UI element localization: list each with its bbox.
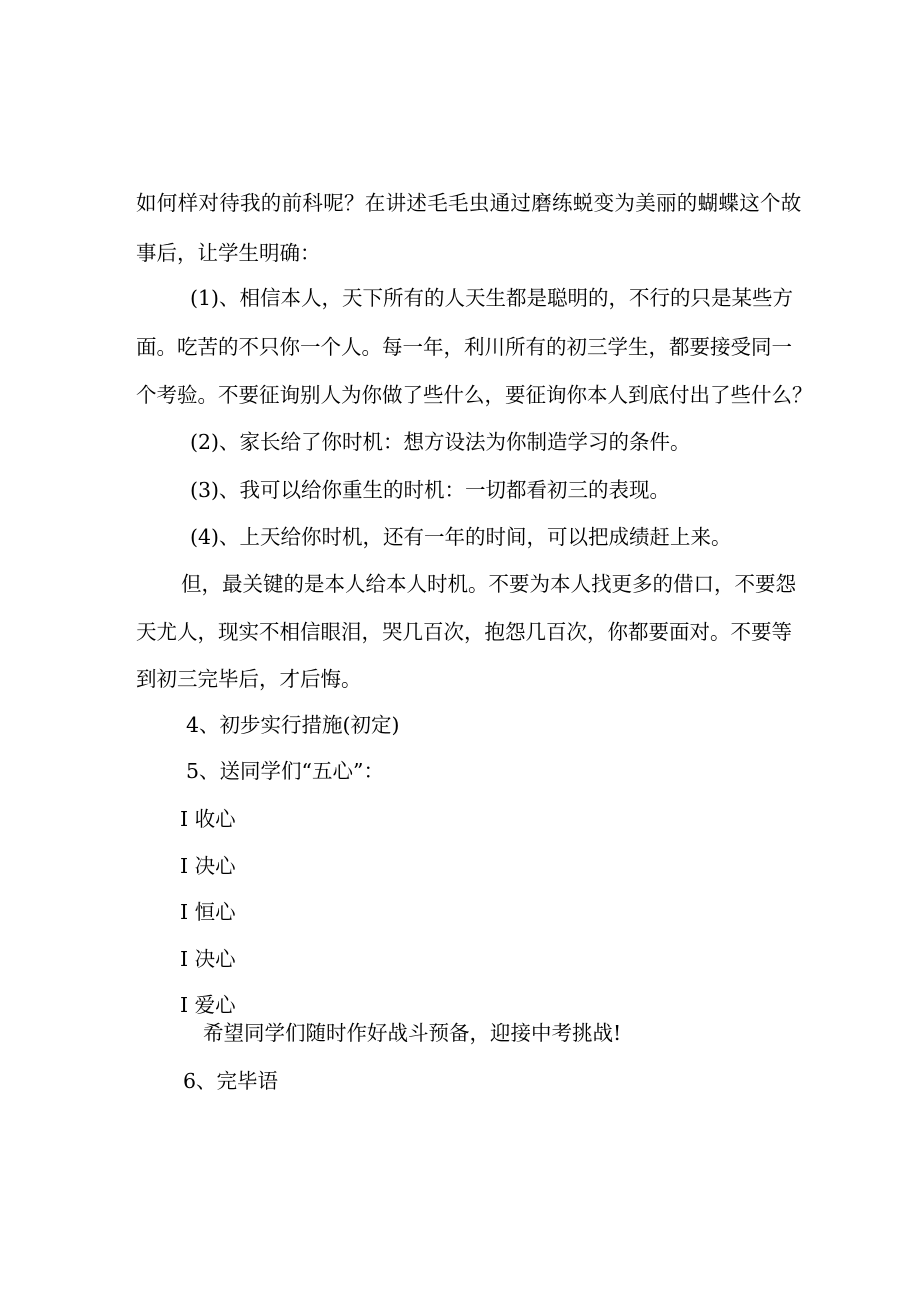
heart-item-shouxin: I 收心 <box>180 807 236 831</box>
list-item-1-line: 面。吃苦的不只你一个人。每一年，利川所有的初三学生，都要接受同一 <box>136 335 792 359</box>
paragraph-line: 事后，让学生明确： <box>136 241 321 265</box>
heart-item-aixin: I 爱心 <box>180 993 236 1017</box>
section-heading-5: 5、送同学们“五心”： <box>186 759 385 783</box>
list-item-1-line: (1)、相信本人，天下所有的人天生都是聪明的，不行的只是某些方 <box>190 286 794 310</box>
heart-item-hengxin: I 恒心 <box>180 900 236 924</box>
list-item-1-line: 个考验。不要征询别人为你做了些什么，要征询你本人到底付出了些什么？ <box>136 383 813 407</box>
paragraph-line: 但，最关键的是本人给本人时机。不要为本人找更多的借口，不要怨 <box>181 572 796 596</box>
paragraph-line: 到初三完毕后，才后悔。 <box>136 667 362 691</box>
closing-wish: 希望同学们随时作好战斗预备，迎接中考挑战! <box>203 1021 622 1045</box>
paragraph-line: 天尤人，现实不相信眼泪，哭几百次，抱怨几百次，你都要面对。不要等 <box>136 620 792 644</box>
list-item-2: (2)、家长给了你时机：想方设法为你制造学习的条件。 <box>190 430 691 454</box>
list-item-4: (4)、上天给你时机，还有一年的时间，可以把成绩赶上来。 <box>190 525 732 549</box>
paragraph-line: 如何样对待我的前科呢？在讲述毛毛虫通过磨练蜕变为美丽的蝴蝶这个故 <box>136 191 802 215</box>
section-heading-4: 4、初步实行措施(初定) <box>186 713 400 737</box>
section-heading-6: 6、完毕语 <box>183 1069 279 1093</box>
heart-item-juexin-2: I 决心 <box>180 947 236 971</box>
list-item-3: (3)、我可以给你重生的时机：一切都看初三的表现。 <box>190 478 671 502</box>
heart-item-juexin: I 决心 <box>180 854 236 878</box>
